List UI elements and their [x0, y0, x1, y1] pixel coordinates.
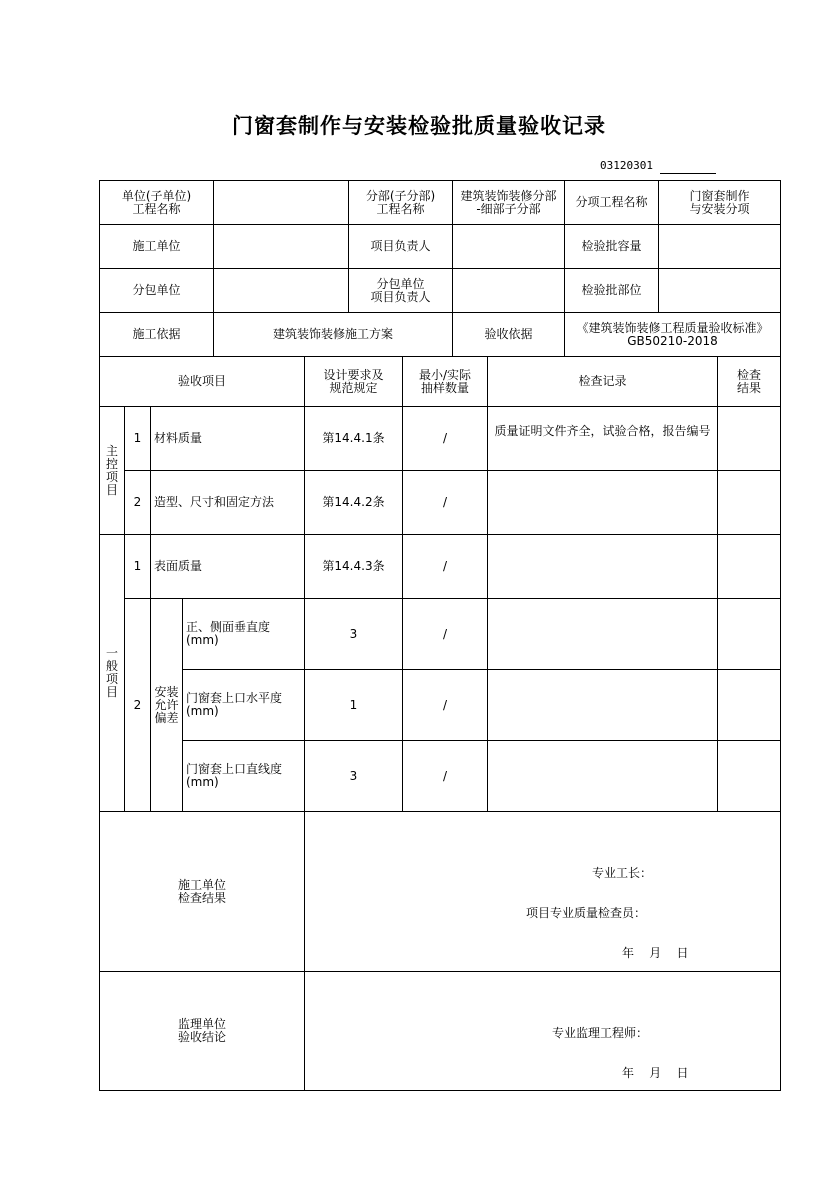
page-title: 门窗套制作与安装检验批质量验收记录: [232, 113, 606, 138]
supervision-date: 年 月 日: [622, 1066, 689, 1080]
inspector-label: 项目专业质量检查员：: [526, 906, 647, 920]
general-item-1-design: 第14.4.3条: [304, 534, 403, 599]
subitem-label: 分项工程名称: [564, 180, 659, 225]
tolerance-2-record[interactable]: [487, 669, 781, 741]
main-item-2-no: 2: [124, 470, 151, 535]
col-item: 验收项目: [99, 356, 305, 407]
col-design: 设计要求及 规范规定: [304, 356, 403, 407]
general-item-1-no: 1: [124, 534, 151, 599]
tolerance-1-sample[interactable]: /: [402, 598, 488, 670]
construction-check-area[interactable]: [304, 811, 781, 972]
main-item-2-name: 造型、尺寸和固定方法: [150, 470, 305, 535]
general-item-1-sample[interactable]: /: [402, 534, 488, 599]
division-value[interactable]: 建筑装饰装修分部 -细部子分部: [452, 180, 565, 225]
col-result: 检查 结果: [717, 356, 781, 407]
main-item-1-design: 第14.4.1条: [304, 406, 403, 471]
basis-label: 施工依据: [99, 312, 214, 357]
tolerance-1-name: 正、侧面垂直度(mm): [182, 598, 305, 670]
main-item-2-result[interactable]: [717, 470, 781, 535]
supervision-check-area[interactable]: [304, 971, 781, 1091]
subcontractor-value[interactable]: [213, 268, 349, 313]
sub-pm-value[interactable]: [452, 268, 565, 313]
construction-date: 年 月 日: [622, 946, 689, 960]
sub-pm-label: 分包单位 项目负责人: [348, 268, 453, 313]
main-item-1-sample[interactable]: /: [402, 406, 488, 471]
subcontractor-label: 分包单位: [99, 268, 214, 313]
main-item-1-no: 1: [124, 406, 151, 471]
contractor-label: 施工单位: [99, 224, 214, 269]
main-item-2-design: 第14.4.2条: [304, 470, 403, 535]
main-item-1-result[interactable]: [717, 406, 781, 471]
unit-label: 单位(子单位) 工程名称: [99, 180, 214, 225]
tolerance-3-design: 3: [304, 740, 403, 812]
acceptance-basis-label: 验收依据: [452, 312, 565, 357]
tolerance-3-name: 门窗套上口直线度(mm): [182, 740, 305, 812]
main-item-2-sample[interactable]: /: [402, 470, 488, 535]
construction-check-label: 施工单位 检查结果: [99, 811, 305, 972]
result-separator: [717, 598, 718, 812]
pm-label: 项目负责人: [348, 224, 453, 269]
main-item-1-name: 材料质量: [150, 406, 305, 471]
division-label: 分部(子分部) 工程名称: [348, 180, 453, 225]
main-item-1-record[interactable]: 质量证明文件齐全，试验合格，报告编号: [487, 406, 718, 471]
foreman-label: 专业工长：: [592, 866, 653, 880]
tolerance-3-record[interactable]: [487, 740, 781, 812]
general-item-1-name: 表面质量: [150, 534, 305, 599]
unit-value[interactable]: [213, 180, 349, 225]
general-item-2-no: 2: [124, 598, 151, 812]
tolerance-2-design: 1: [304, 669, 403, 741]
install-group-label: 安装允许偏差: [150, 598, 183, 812]
basis-value[interactable]: 建筑装饰装修施工方案: [213, 312, 453, 357]
contractor-value[interactable]: [213, 224, 349, 269]
form-code: 03120301: [600, 159, 653, 172]
tolerance-3-sample[interactable]: /: [402, 740, 488, 812]
tolerance-2-sample[interactable]: /: [402, 669, 488, 741]
col-sample: 最小/实际 抽样数量: [402, 356, 488, 407]
location-label: 检验批部位: [564, 268, 659, 313]
main-group-label: 主控项目: [99, 406, 125, 535]
supervision-check-label: 监理单位 验收结论: [99, 971, 305, 1091]
capacity-label: 检验批容量: [564, 224, 659, 269]
capacity-value[interactable]: [658, 224, 781, 269]
col-record: 检查记录: [487, 356, 718, 407]
acceptance-basis-value[interactable]: 《建筑装饰装修工程质量验收标准》 GB50210-2018: [564, 312, 781, 357]
tolerance-2-name: 门窗套上口水平度(mm): [182, 669, 305, 741]
general-item-1-record[interactable]: [487, 534, 718, 599]
tolerance-1-design: 3: [304, 598, 403, 670]
location-value[interactable]: [658, 268, 781, 313]
general-group-label: 一般项目: [99, 534, 125, 812]
subitem-value[interactable]: 门窗套制作 与安装分项: [658, 180, 781, 225]
tolerance-1-record[interactable]: [487, 598, 781, 670]
main-item-2-record[interactable]: [487, 470, 718, 535]
engineer-label: 专业监理工程师：: [552, 1026, 649, 1040]
code-underline: [660, 173, 716, 174]
general-item-1-result[interactable]: [717, 534, 781, 599]
pm-value[interactable]: [452, 224, 565, 269]
